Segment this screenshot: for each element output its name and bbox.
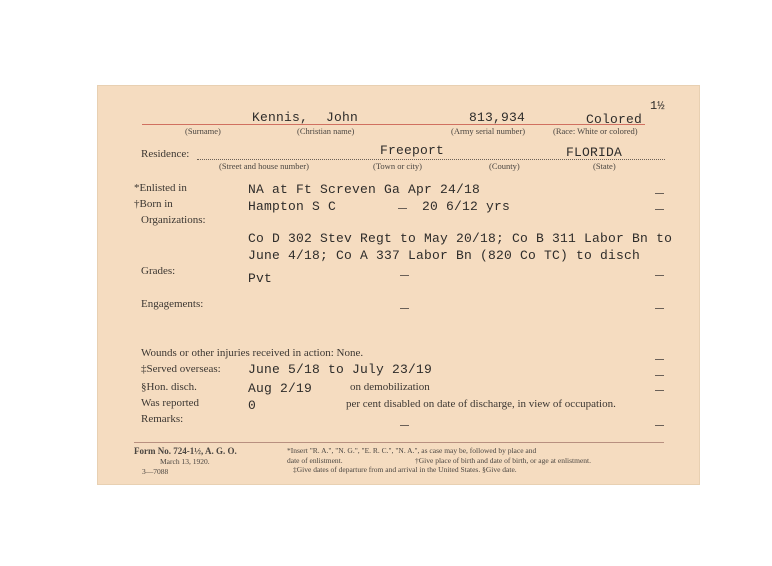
hon-disch-value: Aug 2/19	[248, 381, 313, 396]
footnote-line-2a: date of enlistment.	[287, 456, 343, 465]
enlisted-label: *Enlisted in	[134, 182, 187, 194]
footnote-line-2b: †Give place of birth and date of birth, or age at enlistment.	[415, 456, 591, 465]
state-value: FLORIDA	[566, 145, 623, 160]
organizations-line-2: June 4/18; Co A 337 Labor Bn (820 Co TC) to disch	[248, 248, 641, 263]
footnote-line-3: ‡Give dates of departure from and arrival in the United States. §Give date.	[293, 465, 517, 474]
caption-county: (County)	[489, 161, 520, 171]
was-reported-label: Was reported	[141, 397, 200, 409]
caption-town: (Town or city)	[373, 161, 422, 171]
caption-serial: (Army serial number)	[451, 126, 526, 136]
remarks-label: Remarks:	[141, 413, 184, 425]
was-reported-note: per cent disabled on date of discharge, in view of occupation.	[346, 398, 616, 410]
caption-state: (State)	[593, 161, 616, 171]
wounds-text: Wounds or other injuries received in action: None.	[141, 347, 364, 359]
race-value: Colored	[586, 112, 643, 127]
hon-disch-note: on demobilization	[350, 381, 430, 393]
grades-label: Grades:	[141, 265, 176, 277]
was-reported-value: 0	[248, 398, 257, 413]
serial-number-value: 813,934	[469, 110, 526, 125]
caption-surname: (Surname)	[185, 126, 221, 136]
corner-note: 1½	[650, 99, 665, 113]
residence-line	[197, 159, 665, 160]
born-place-value: Hampton S C	[248, 199, 337, 214]
residence-label: Residence:	[141, 148, 190, 160]
footnote-line-1: *Insert "R. A.", "N. G.", "E. R. C.", "N. A.", as case may be, followed by place and	[287, 446, 537, 455]
form-number: Form No. 724-1½, A. G. O.	[134, 446, 237, 456]
organizations-line-1: Co D 302 Stev Regt to May 20/18; Co B 311 Labor Bn to	[248, 231, 673, 246]
hon-disch-label: §Hon. disch.	[141, 381, 197, 393]
served-overseas-value: June 5/18 to July 23/19	[248, 362, 433, 377]
footer-rule	[134, 442, 664, 443]
form-date: March 13, 1920.	[160, 457, 210, 466]
christian-name-value: John	[326, 110, 359, 125]
town-value: Freeport	[380, 143, 445, 158]
born-label: †Born in	[134, 198, 173, 210]
caption-race: (Race: White or colored)	[553, 126, 638, 136]
engagements-label: Engagements:	[141, 298, 204, 310]
service-record-card	[97, 85, 700, 485]
organizations-label: Organizations:	[141, 214, 206, 226]
form-code: 3—7088	[142, 467, 169, 476]
served-overseas-label: ‡Served overseas:	[141, 363, 221, 375]
surname-value: Kennis,	[252, 110, 309, 125]
caption-christian-name: (Christian name)	[297, 126, 355, 136]
caption-street: (Street and house number)	[219, 161, 309, 171]
born-age-value: 20 6/12 yrs	[422, 199, 511, 214]
enlisted-value: NA at Ft Screven Ga Apr 24/18	[248, 182, 481, 197]
name-line	[142, 124, 645, 125]
grades-value: Pvt	[248, 271, 273, 286]
